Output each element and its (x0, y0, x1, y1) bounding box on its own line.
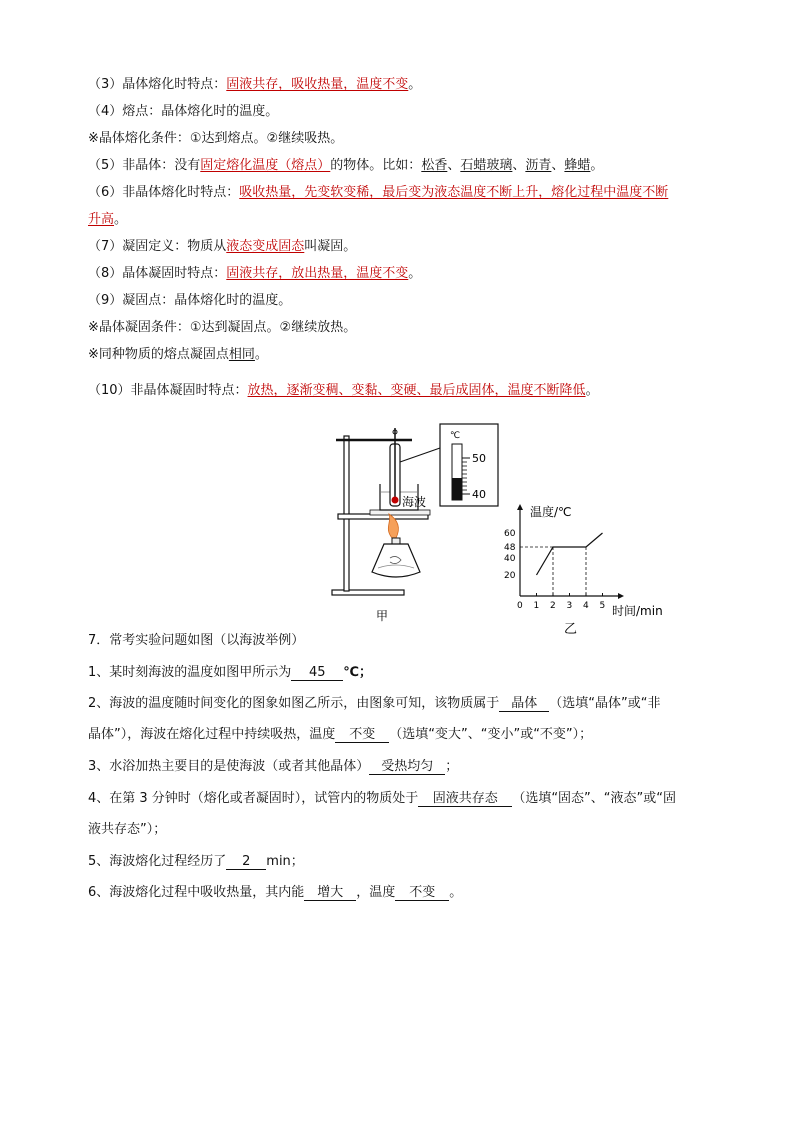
question-3: 3、水浴加热主要目的是使海波（或者其他晶体） 受热均匀 ； (88, 759, 459, 774)
x-tick-label: 3 (566, 601, 573, 611)
note-3: （3）晶体熔化时特点：固液共存，吸收热量，温度不变。 (88, 77, 422, 92)
example-text: 沥青 (525, 158, 552, 173)
question-6: 6、海波熔化过程中吸收热量，其内能 增大 ，温度 不变 。 (88, 885, 463, 900)
section-title: 7．常考实验问题如图（以海波举例） (88, 633, 305, 648)
thermometer-bulb (392, 497, 399, 504)
question-2-cont: 晶体”），海波在熔化过程中持续吸热，温度 不变 （选填“变大”、“变小”或“不变”）； (88, 727, 593, 742)
lamp-cap (392, 538, 400, 544)
y-axis-arrow (517, 504, 523, 510)
answer-text: 相同 (228, 347, 255, 362)
solidification-condition: ※晶体凝固条件：①达到凝固点。②继续放热。 (88, 320, 357, 335)
answer-text: 固液共存，吸收热量，温度不变 (226, 77, 409, 92)
answer-blank: 不变 (395, 885, 449, 901)
wire-gauze (370, 510, 430, 515)
thermometer-label-50: 50 (472, 452, 486, 465)
answer-blank: 45 (291, 665, 343, 681)
heating-apparatus (332, 424, 498, 623)
question-4: 4、在第 3 分钟时（熔化或者凝固时），试管内的物质处于 固液共存态 （选填“固态”、“液态”或“固 (88, 791, 676, 806)
answer-text: 固定熔化温度（熔点） (200, 158, 331, 173)
answer-blank: 2 (226, 854, 266, 870)
question-1: 1、某时刻海波的温度如图甲所示为 45 ℃； (88, 665, 373, 680)
y-tick-label: 20 (504, 571, 516, 581)
answer-text: 吸收热量，先变软变稀，最后变为液态温度不断上升，熔化过程中温度不断 (239, 185, 669, 200)
x-tick-label: 5 (599, 601, 606, 611)
temperature-time-graph (504, 504, 663, 637)
melting-condition: ※晶体熔化条件：①达到熔点。②继续吸热。 (88, 131, 344, 146)
callout-line (400, 448, 440, 462)
answer-blank: 不变 (335, 727, 389, 743)
y-tick-label: 40 (504, 554, 516, 564)
answer-text: 液态变成固态 (226, 239, 305, 254)
answer-blank: 受热均匀 (369, 759, 445, 775)
note-6-cont: 升高。 (88, 212, 128, 227)
x-tick-label: 1 (533, 601, 540, 611)
answer-blank: 增大 (304, 885, 356, 901)
thermometer-unit: ℃ (450, 431, 461, 441)
question-4-cont: 液共存态”）； (88, 822, 167, 837)
note-5: （5）非晶体：没有固定熔化温度（熔点）的物体。比如：松香、石蜡玻璃、沥青、蜂蜡。 (88, 158, 604, 173)
answer-text: 固液共存，放出热量，温度不变 (226, 266, 409, 281)
note-6: （6）非晶体熔化时特点：吸收热量，先变软变稀，最后变为液态温度不断上升，熔化过程中温度不断 (88, 185, 669, 200)
answer-text: 放热，逐渐变稠、变黏、变硬、最后成固体，温度不断降低 (247, 383, 586, 398)
thermometer-label-40: 40 (472, 488, 486, 501)
x-tick-label: 4 (583, 601, 589, 611)
note-7: （7）凝固定义：物质从液态变成固态叫凝固。 (88, 239, 357, 254)
answer-text: 升高 (88, 212, 115, 227)
figure-a-caption: 甲 (376, 609, 389, 623)
x-tick-label: 0 (517, 601, 523, 611)
substance-label: 海波 (402, 495, 427, 509)
y-tick-label: 60 (504, 529, 516, 539)
y-tick-label: 48 (504, 543, 516, 553)
question-2: 2、海波的温度随时间变化的图象如图乙所示，由图象可知，该物质属于 晶体 （选填“晶体”或“非 (88, 696, 661, 711)
example-text: 石蜡玻璃 (460, 158, 513, 173)
experiment-figure (300, 418, 663, 640)
question-5: 5、海波熔化过程经历了 2 min； (88, 854, 304, 869)
note-8: （8）晶体凝固时特点：固液共存，放出热量，温度不变。 (88, 266, 422, 281)
note-9: （9）凝固点：晶体熔化时的温度。 (88, 293, 292, 308)
answer-blank: 固液共存态 (418, 791, 512, 807)
x-axis-arrow (618, 593, 624, 599)
same-point-note: ※同种物质的熔点凝固点相同。 (88, 347, 268, 362)
answer-blank: 晶体 (499, 696, 549, 712)
x-axis-label: 时间/min (612, 604, 663, 618)
figure-b-caption: 乙 (564, 622, 578, 637)
x-tick-label: 2 (550, 601, 556, 611)
example-text: 蜂蜡 (564, 158, 591, 173)
alcohol-lamp-icon (372, 544, 420, 577)
note-10: （10）非晶体凝固时特点：放热，逐渐变稠、变黏、变硬、最后成固体，温度不断降低。 (88, 383, 599, 398)
mercury-column (452, 478, 462, 500)
example-text: 松香 (421, 158, 448, 173)
note-4: （4）熔点：晶体熔化时的温度。 (88, 104, 279, 119)
stand-base (332, 590, 404, 595)
y-axis-label: 温度/℃ (530, 505, 572, 519)
series-line (537, 533, 603, 575)
